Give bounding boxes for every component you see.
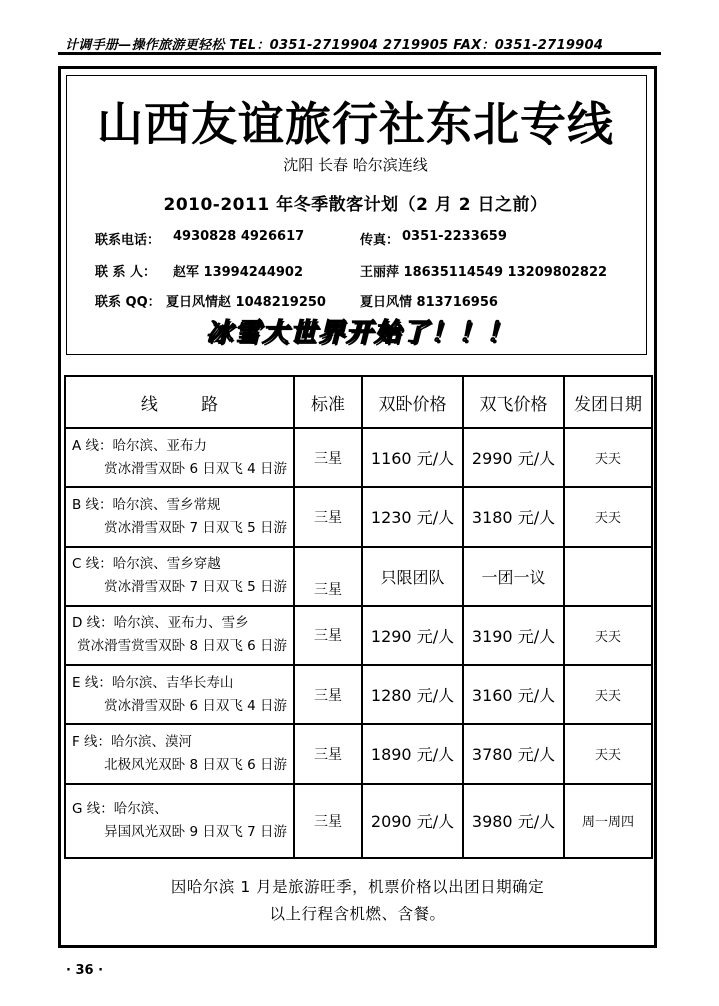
route-name: B 线：哈尔滨、雪乡常规	[72, 496, 221, 513]
page-title: 山西友谊旅行社东北专线	[97, 97, 614, 151]
phone-value: 4930828 4926617	[173, 229, 305, 244]
header-divider	[58, 52, 661, 55]
header-route: 线 路	[65, 376, 294, 428]
double-sleeper-price: 1160 元/人	[362, 428, 463, 487]
qq-2: 夏日风情 813716956	[360, 295, 498, 310]
header-double-sleeper: 双卧价格	[362, 376, 463, 428]
route-cell	[65, 428, 294, 487]
double-flight-price: 3780 元/人	[463, 724, 564, 783]
standard-cell: 三星	[294, 724, 362, 783]
season-plan: 2010-2011 年冬季散客计划（2 月 2 日之前）	[163, 195, 548, 215]
standard-cell: 三星	[294, 665, 362, 724]
route-detail: 赏冰滑雪双卧 7 日双飞 5 日游	[104, 579, 287, 596]
table-row	[65, 487, 652, 546]
double-flight-price: 3190 元/人	[463, 606, 564, 665]
route-cell	[65, 547, 294, 606]
departure-cell: 天天	[564, 665, 652, 724]
route-detail: 赏冰滑雪双卧 7 日双飞 5 日游	[104, 519, 287, 536]
double-flight-price: 3180 元/人	[463, 487, 564, 546]
standard-cell: 三星	[294, 606, 362, 665]
double-sleeper-price: 2090 元/人	[362, 784, 463, 858]
header-standard: 标准	[294, 376, 362, 428]
fax-label: 传真：	[360, 233, 400, 248]
departure-cell: 周一周四	[564, 784, 652, 858]
note-line-2: 以上行程含机燃、含餐。	[269, 905, 446, 923]
table-header-row	[65, 376, 652, 428]
departure-cell: 天天	[564, 428, 652, 487]
standard-cell: 三星	[294, 487, 362, 546]
route-name: F 线：哈尔滨、漠河	[72, 733, 193, 750]
route-cell	[65, 665, 294, 724]
route-cell	[65, 724, 294, 783]
route-detail: 赏冰滑雪双卧 6 日双飞 4 日游	[104, 697, 287, 714]
routes-table	[64, 375, 653, 859]
departure-cell: 天天	[564, 487, 652, 546]
double-sleeper-price: 1290 元/人	[362, 606, 463, 665]
phone-label: 联系电话：	[95, 233, 161, 248]
route-name: G 线：哈尔滨、	[72, 800, 168, 817]
route-detail: 异国风光双卧 9 日双飞 7 日游	[104, 823, 287, 840]
route-detail: 赏冰滑雪双卧 6 日双飞 4 日游	[104, 460, 287, 477]
route-name: E 线：哈尔滨、吉华长寿山	[72, 674, 234, 691]
standard-cell: 三星	[294, 784, 362, 858]
page-number: · 36 ·	[66, 963, 104, 978]
table-row	[65, 784, 652, 858]
table-row	[65, 547, 652, 606]
fax-value: 0351-2233659	[402, 229, 507, 244]
departure-cell: 天天	[564, 724, 652, 783]
table-row	[65, 428, 652, 487]
table-row	[65, 606, 652, 665]
qq-label: 联系 QQ：	[95, 295, 161, 310]
person-2: 王丽萍 18635114549 13209802822	[360, 265, 608, 280]
double-flight-price: 3160 元/人	[463, 665, 564, 724]
person-label: 联 系 人：	[95, 265, 157, 280]
route-cell	[65, 606, 294, 665]
person-1: 赵军 13994244902	[173, 265, 304, 280]
double-sleeper-price: 1890 元/人	[362, 724, 463, 783]
table-row	[65, 665, 652, 724]
double-flight-price: 2990 元/人	[463, 428, 564, 487]
double-flight-price: 一团一议	[463, 547, 564, 606]
standard-cell: 三星	[294, 428, 362, 487]
double-flight-price: 3980 元/人	[463, 784, 564, 858]
route-name: C 线：哈尔滨、雪乡穿越	[72, 556, 221, 573]
header-departure: 发团日期	[564, 376, 652, 428]
route-detail: 北极风光双卧 8 日双飞 6 日游	[104, 756, 287, 773]
note-line-1: 因哈尔滨 1 月是旅游旺季，机票价格以出团日期确定	[170, 878, 545, 896]
standard-cell: 三星	[294, 547, 362, 606]
route-name: D 线：哈尔滨、亚布力、雪乡	[72, 615, 249, 632]
slogan: 冰雪大世界开始了！！！	[205, 318, 514, 348]
route-detail: 赏冰滑雪赏雪双卧 8 日双飞 6 日游	[77, 638, 287, 655]
header-text: 计调手册—操作旅游更轻松 TEL：0351-2719904 2719905 FAX：0351-2719904	[65, 38, 604, 53]
route-cell	[65, 487, 294, 546]
route-cell	[65, 784, 294, 858]
double-sleeper-price: 只限团队	[362, 547, 463, 606]
double-sleeper-price: 1230 元/人	[362, 487, 463, 546]
departure-cell	[564, 547, 652, 606]
qq-1: 夏日风情赵 1048219250	[166, 295, 326, 310]
subtitle: 沈阳 长春 哈尔滨连线	[283, 156, 428, 174]
double-sleeper-price: 1280 元/人	[362, 665, 463, 724]
table-row	[65, 724, 652, 783]
header-double-flight: 双飞价格	[463, 376, 564, 428]
route-name: A 线：哈尔滨、亚布力	[72, 437, 208, 454]
departure-cell: 天天	[564, 606, 652, 665]
